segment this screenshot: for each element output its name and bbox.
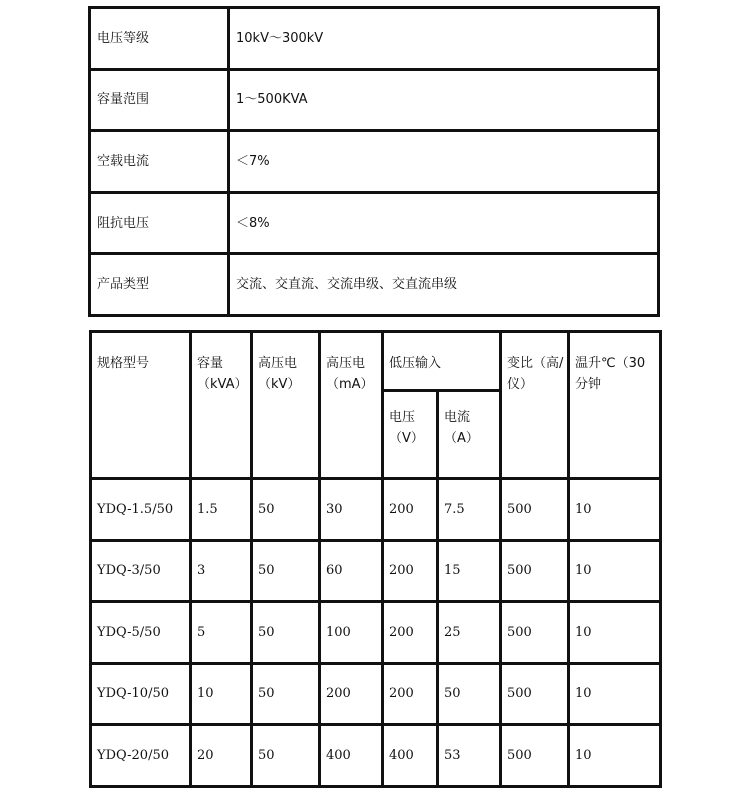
table-row [91, 540, 661, 602]
cell-ratio: 500 [501, 602, 569, 664]
header-row [91, 332, 661, 391]
cell-ratio: 500 [501, 540, 569, 602]
spec-row [90, 69, 659, 131]
spec-label: 空载电流 [90, 131, 229, 193]
spec-row [90, 131, 659, 193]
cell-lv-voltage: 200 [383, 602, 438, 664]
cell-lv-current: 7.5 [438, 479, 501, 541]
cell-model: YDQ-3/50 [91, 540, 191, 602]
cell-temp-rise: 10 [569, 663, 661, 725]
spec-label: 电压等级 [90, 8, 229, 70]
cell-lv-voltage: 400 [383, 725, 438, 787]
cell-ratio: 500 [501, 479, 569, 541]
header-model: 规格型号 [91, 332, 191, 479]
spec-value: ＜8% [229, 192, 659, 254]
spec-table [88, 6, 660, 317]
cell-capacity: 1.5 [191, 479, 252, 541]
spec-label: 产品类型 [90, 254, 229, 316]
spec-label: 容量范围 [90, 69, 229, 131]
model-table [89, 330, 662, 788]
cell-hv-current: 200 [320, 663, 383, 725]
header-hv-current: 高压电（mA） [320, 332, 383, 479]
cell-model: YDQ-10/50 [91, 663, 191, 725]
cell-hv-voltage: 50 [252, 479, 320, 541]
spec-value: 交流、交直流、交流串级、交直流串级 [229, 254, 659, 316]
spec-value: 1～500KVA [229, 69, 659, 131]
cell-lv-voltage: 200 [383, 663, 438, 725]
spec-row [90, 254, 659, 316]
header-lv-input: 低压输入 [383, 332, 501, 391]
header-hv-voltage: 高压电（kV） [252, 332, 320, 479]
cell-ratio: 500 [501, 725, 569, 787]
spec-row [90, 192, 659, 254]
header-lv-current: 电流（A） [438, 391, 501, 479]
spec-row [90, 8, 659, 70]
cell-capacity: 10 [191, 663, 252, 725]
cell-model: YDQ-20/50 [91, 725, 191, 787]
cell-lv-current: 15 [438, 540, 501, 602]
cell-temp-rise: 10 [569, 540, 661, 602]
cell-lv-current: 50 [438, 663, 501, 725]
cell-lv-current: 53 [438, 725, 501, 787]
spec-value: ＜7% [229, 131, 659, 193]
cell-hv-current: 60 [320, 540, 383, 602]
cell-hv-voltage: 50 [252, 725, 320, 787]
cell-lv-voltage: 200 [383, 479, 438, 541]
cell-model: YDQ-1.5/50 [91, 479, 191, 541]
cell-hv-current: 400 [320, 725, 383, 787]
header-lv-voltage: 电压（V） [383, 391, 438, 479]
cell-lv-current: 25 [438, 602, 501, 664]
spec-label: 阻抗电压 [90, 192, 229, 254]
header-temp-rise: 温升℃（30分钟 [569, 332, 661, 479]
cell-temp-rise: 10 [569, 725, 661, 787]
table-row [91, 602, 661, 664]
cell-hv-voltage: 50 [252, 663, 320, 725]
cell-hv-current: 100 [320, 602, 383, 664]
table-row [91, 479, 661, 541]
cell-temp-rise: 10 [569, 479, 661, 541]
cell-capacity: 3 [191, 540, 252, 602]
spec-value: 10kV～300kV [229, 8, 659, 70]
table-row [91, 725, 661, 787]
cell-hv-voltage: 50 [252, 602, 320, 664]
cell-lv-voltage: 200 [383, 540, 438, 602]
cell-capacity: 5 [191, 602, 252, 664]
table-row [91, 663, 661, 725]
cell-temp-rise: 10 [569, 602, 661, 664]
cell-capacity: 20 [191, 725, 252, 787]
header-ratio: 变比（高/仪） [501, 332, 569, 479]
header-capacity: 容量（kVA） [191, 332, 252, 479]
cell-hv-voltage: 50 [252, 540, 320, 602]
cell-hv-current: 30 [320, 479, 383, 541]
cell-model: YDQ-5/50 [91, 602, 191, 664]
cell-ratio: 500 [501, 663, 569, 725]
